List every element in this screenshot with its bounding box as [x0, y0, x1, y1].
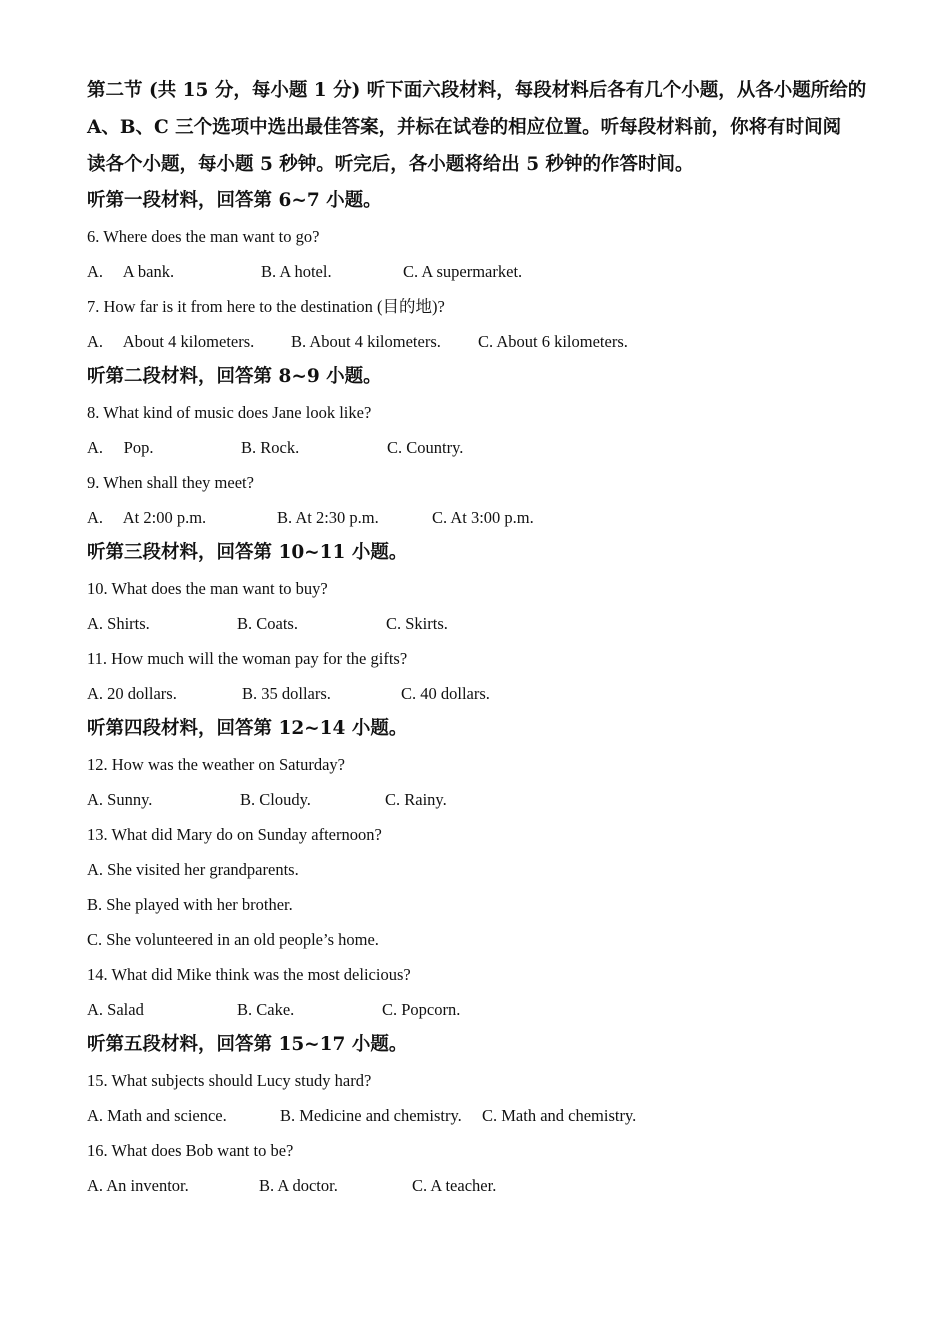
instructions-line-2: A、B、C 三个选项中选出最佳答案，并标在试卷的相应位置。听每段材料前，你将有时间阅: [87, 117, 842, 138]
question-8: 8. What kind of music does Jane look like?: [87, 403, 372, 422]
options-15: [87, 1098, 872, 1133]
options-8: [87, 430, 872, 465]
option-c: C. A teacher.: [412, 1176, 497, 1195]
option-a: A. Math and science.: [87, 1106, 227, 1125]
option-b: B. A doctor.: [259, 1176, 338, 1195]
option-a: A. A bank.: [87, 262, 175, 281]
option-b: B. About 4 kilometers.: [291, 332, 441, 351]
option-a: A. She visited her grandparents.: [87, 860, 299, 879]
instructions-line-1: 第二节 (共 15 分，每小题 1 分) 听下面六段材料，每段材料后各有几个小题，从各小题所给的: [87, 80, 867, 101]
options-7: [87, 324, 872, 359]
option-b: B. At 2:30 p.m.: [277, 508, 379, 527]
section-instructions: [87, 72, 872, 183]
option-b: B. 35 dollars.: [242, 684, 331, 703]
options-6: [87, 254, 872, 289]
option-c: C. At 3:00 p.m.: [432, 508, 534, 527]
question-12: 12. How was the weather on Saturday?: [87, 755, 345, 774]
option-b: B. Coats.: [237, 614, 298, 633]
option-a: A. Sunny.: [87, 790, 153, 809]
options-10: [87, 606, 872, 641]
options-14: [87, 992, 872, 1027]
option-b: B. She played with her brother.: [87, 895, 293, 914]
option-a: A. An inventor.: [87, 1176, 189, 1195]
section-heading-3: 听第三段材料，回答第 10~11 小题。: [87, 542, 408, 563]
options-16: [87, 1168, 872, 1203]
option-c: C. About 6 kilometers.: [478, 332, 628, 351]
option-c: C. 40 dollars.: [401, 684, 490, 703]
option-c: C. Skirts.: [386, 614, 448, 633]
option-a: A. About 4 kilometers.: [87, 332, 255, 351]
section-heading-2: 听第二段材料，回答第 8~9 小题。: [87, 366, 382, 387]
question-11: 11. How much will the woman pay for the gifts?: [87, 649, 408, 668]
options-9: [87, 500, 872, 535]
option-a: A. 20 dollars.: [87, 684, 177, 703]
question-9: 9. When shall they meet?: [87, 473, 254, 492]
option-a: A. Shirts.: [87, 614, 150, 633]
option-a: A. Pop.: [87, 438, 154, 457]
option-c: C. Popcorn.: [382, 1000, 461, 1019]
option-c: C. A supermarket.: [403, 262, 523, 281]
question-14: 14. What did Mike think was the most delicious?: [87, 965, 411, 984]
instructions-line-3: 读各个小题，每小题 5 秒钟。听完后，各小题将给出 5 秒钟的作答时间。: [87, 154, 694, 175]
options-12: [87, 782, 872, 817]
option-c: C. Math and chemistry.: [482, 1106, 637, 1125]
option-a: A. Salad: [87, 1000, 144, 1019]
question-6: 6. Where does the man want to go?: [87, 227, 320, 246]
option-b: B. Rock.: [241, 438, 300, 457]
option-b: B. Medicine and chemistry.: [280, 1106, 462, 1125]
option-b: B. Cloudy.: [240, 790, 311, 809]
option-c: C. She volunteered in an old people’s home.: [87, 930, 379, 949]
question-10: 10. What does the man want to buy?: [87, 579, 328, 598]
option-b: B. A hotel.: [261, 262, 332, 281]
option-c: C. Country.: [387, 438, 464, 457]
section-heading-1: 听第一段材料，回答第 6~7 小题。: [87, 190, 382, 211]
question-7: 7. How far is it from here to the destination (目的地)?: [87, 297, 445, 316]
question-16: 16. What does Bob want to be?: [87, 1141, 294, 1160]
question-15: 15. What subjects should Lucy study hard?: [87, 1071, 372, 1090]
exam-page: [87, 72, 872, 1203]
section-heading-5: 听第五段材料，回答第 15~17 小题。: [87, 1034, 408, 1055]
options-11: [87, 676, 872, 711]
section-heading-4: 听第四段材料，回答第 12~14 小题。: [87, 718, 408, 739]
question-13: 13. What did Mary do on Sunday afternoon?: [87, 825, 382, 844]
option-b: B. Cake.: [237, 1000, 295, 1019]
option-c: C. Rainy.: [385, 790, 447, 809]
option-a: A. At 2:00 p.m.: [87, 508, 207, 527]
